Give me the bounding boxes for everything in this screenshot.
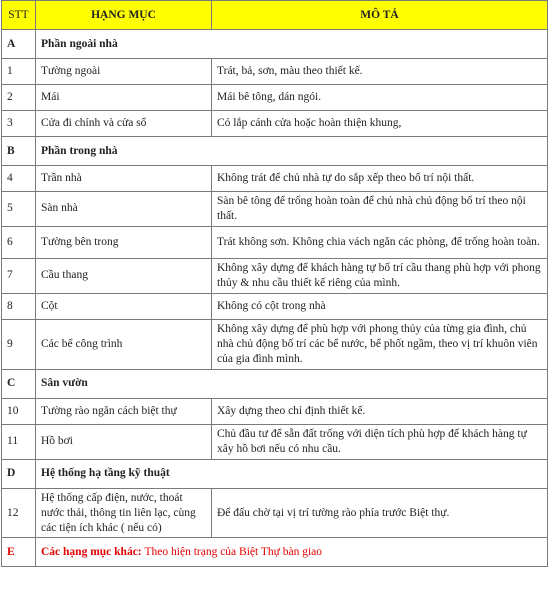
row-number: 7: [2, 258, 36, 293]
row-description: Sàn bê tông để trống hoàn toàn để chủ nhà chủ động bố trí theo nội thất.: [212, 192, 548, 227]
section-code: C: [2, 369, 36, 398]
row-item: Cầu thang: [36, 258, 212, 293]
table-row: [2, 166, 548, 192]
row-description: Trát, bả, sơn, màu theo thiết kế.: [212, 59, 548, 85]
row-item: Tường bên trong: [36, 226, 212, 258]
table-row: [2, 59, 548, 85]
row-number: 3: [2, 111, 36, 137]
section-row-a: [2, 30, 548, 59]
section-code: B: [2, 137, 36, 166]
table-row: [2, 398, 548, 424]
header-item: HẠNG MỤC: [36, 1, 212, 30]
table-row: [2, 111, 548, 137]
row-item: Các bể công trình: [36, 319, 212, 369]
section-row-c: [2, 369, 548, 398]
table-row: [2, 258, 548, 293]
row-item: Cột: [36, 293, 212, 319]
row-description: Để đấu chờ tại vị trí tường rào phía trước Biệt thự.: [212, 488, 548, 538]
row-item: Tường rào ngăn cách biệt thự: [36, 398, 212, 424]
spec-table: [1, 0, 548, 567]
table-row: [2, 293, 548, 319]
row-item: Sàn nhà: [36, 192, 212, 227]
row-number: 5: [2, 192, 36, 227]
section-title: Phần ngoài nhà: [36, 30, 548, 59]
table-row: [2, 85, 548, 111]
section-title: Hệ thống hạ tầng kỹ thuật: [36, 459, 548, 488]
section-e-text: Theo hiện trạng của Biệt Thự bàn giao: [144, 545, 323, 558]
row-number: 2: [2, 85, 36, 111]
header-stt: STT: [2, 1, 36, 30]
table-row: [2, 226, 548, 258]
row-description: Không có cột trong nhà: [212, 293, 548, 319]
header-row: [2, 1, 548, 30]
table-row: [2, 488, 548, 538]
row-description: Mái bê tông, dán ngói.: [212, 85, 548, 111]
row-description: Không xây dựng để phù hợp với phong thủy của từng gia đình, chủ nhà chủ động bố trí các bể nước, bể phốt ngầm, theo vị trí khuôn viên của gia đình mình.: [212, 319, 548, 369]
row-number: 1: [2, 59, 36, 85]
row-number: 10: [2, 398, 36, 424]
row-description: Không trát để chủ nhà tự do sắp xếp theo bố trí nội thất.: [212, 166, 548, 192]
row-number: 11: [2, 424, 36, 459]
row-number: 8: [2, 293, 36, 319]
row-number: 9: [2, 319, 36, 369]
section-row-b: [2, 137, 548, 166]
row-description: Trát không sơn. Không chia vách ngăn các phòng, để trống hoàn toàn.: [212, 226, 548, 258]
row-description: Không xây dựng để khách hàng tự bố trí cầu thang phù hợp với phong thủy & nhu cầu thiết kế riêng của mình.: [212, 258, 548, 293]
row-description: Có lắp cánh cửa hoặc hoàn thiện khung,: [212, 111, 548, 137]
row-item: Hệ thống cấp điện, nước, thoát nước thải, thông tin liên lạc, cùng các tiện ích khác ( nếu có): [36, 488, 212, 538]
section-code: E: [2, 538, 36, 567]
section-code: A: [2, 30, 36, 59]
row-number: 4: [2, 166, 36, 192]
section-row-e: [2, 538, 548, 567]
row-item: Mái: [36, 85, 212, 111]
section-e-content: [36, 538, 548, 567]
section-title: Sân vườn: [36, 369, 548, 398]
row-item: Hồ bơi: [36, 424, 212, 459]
table-row: [2, 424, 548, 459]
row-item: Trần nhà: [36, 166, 212, 192]
row-number: 6: [2, 226, 36, 258]
section-title: Phần trong nhà: [36, 137, 548, 166]
row-description: Chủ đầu tư để sẵn đất trống với diện tích phù hợp để khách hàng tự xây hồ bơi nếu có nhu cầu.: [212, 424, 548, 459]
section-title: Các hạng mục khác:: [41, 545, 142, 558]
row-description: Xây dựng theo chỉ định thiết kế.: [212, 398, 548, 424]
row-item: Tường ngoài: [36, 59, 212, 85]
row-item: Cửa đi chính và cửa sổ: [36, 111, 212, 137]
section-code: D: [2, 459, 36, 488]
table-row: [2, 192, 548, 227]
header-desc: MÔ TẢ: [212, 1, 548, 30]
table-row: [2, 319, 548, 369]
row-number: 12: [2, 488, 36, 538]
section-row-d: [2, 459, 548, 488]
